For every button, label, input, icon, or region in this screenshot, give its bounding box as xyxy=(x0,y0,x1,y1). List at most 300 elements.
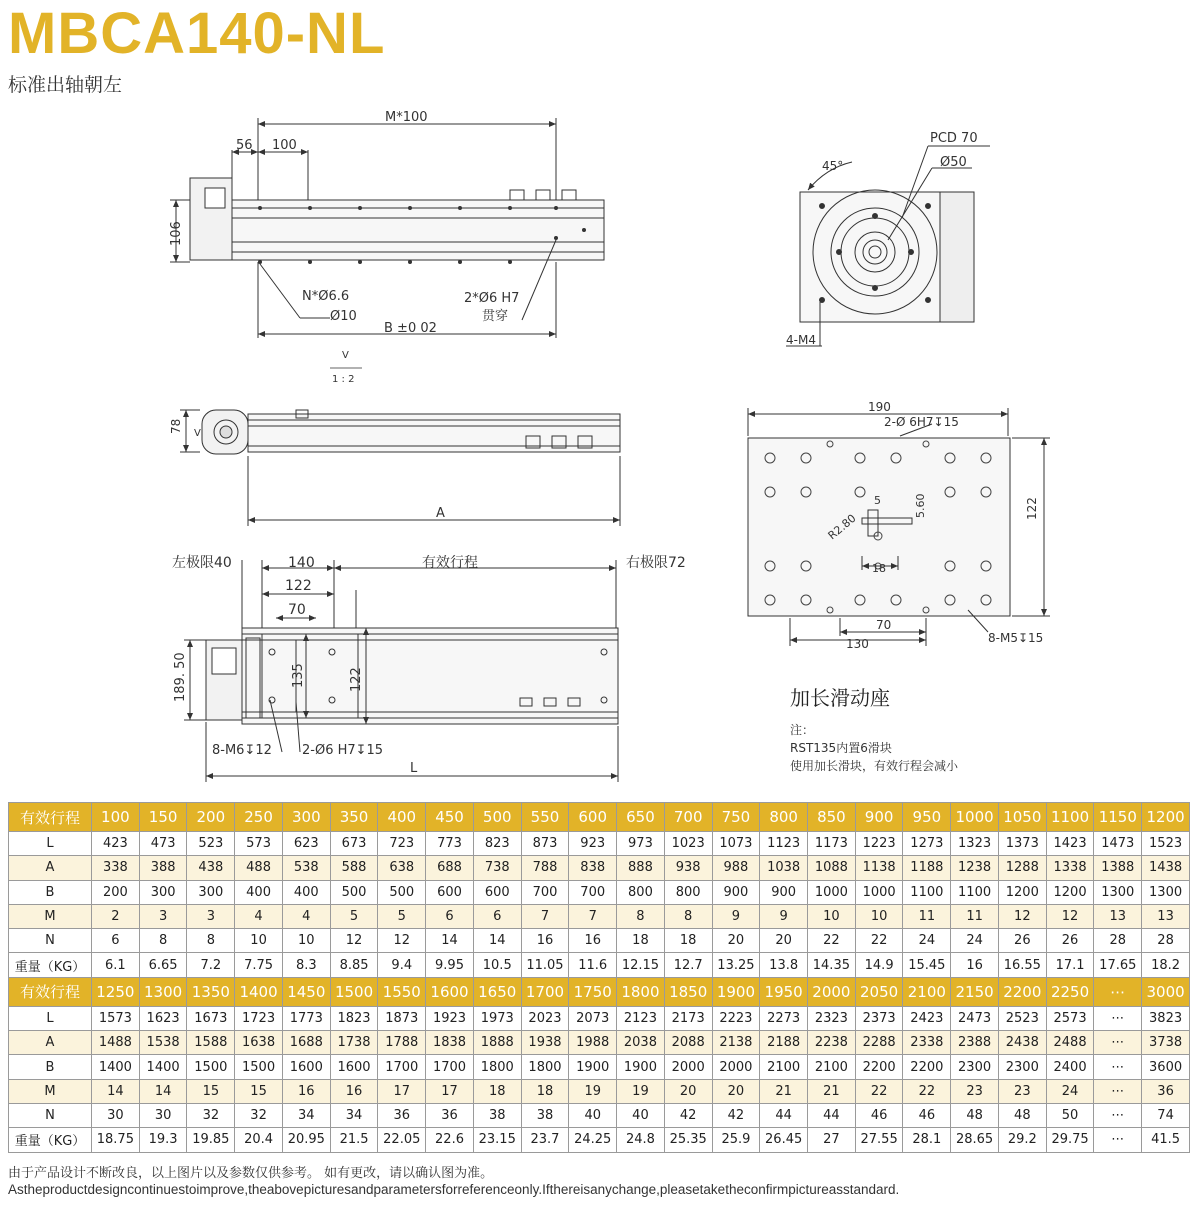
table-cell: 8.85 xyxy=(330,953,378,977)
table-cell: 24.25 xyxy=(569,1128,617,1152)
notes-label: 注： xyxy=(790,723,815,737)
stroke-header-cell: 100 xyxy=(92,803,140,832)
table-cell: 38 xyxy=(473,1103,521,1127)
table-cell: 2 xyxy=(92,904,140,928)
table-cell: 23.15 xyxy=(473,1128,521,1152)
table-cell: 34 xyxy=(282,1103,330,1127)
table-cell: 300 xyxy=(187,880,235,904)
stroke-header-cell: 900 xyxy=(855,803,903,832)
table-cell: 17 xyxy=(426,1079,474,1103)
table-cell: 10 xyxy=(235,929,283,953)
table-cell: 2100 xyxy=(808,1055,856,1079)
table-cell: ⋯ xyxy=(1094,1103,1142,1127)
table-cell: 1723 xyxy=(235,1006,283,1030)
table-cell: 538 xyxy=(282,856,330,880)
table-cell: 15.45 xyxy=(903,953,951,977)
table-cell: 6 xyxy=(92,929,140,953)
table-cell: 32 xyxy=(235,1103,283,1127)
table-cell: 30 xyxy=(139,1103,187,1127)
row-label: L xyxy=(9,832,92,856)
row-label: B xyxy=(9,1055,92,1079)
table-cell: 36 xyxy=(1142,1079,1190,1103)
table-cell: 15 xyxy=(187,1079,235,1103)
table-cell: 923 xyxy=(569,832,617,856)
table-cell: 21 xyxy=(808,1079,856,1103)
stroke-header-cell: 1100 xyxy=(1046,803,1094,832)
table-cell: 2373 xyxy=(855,1006,903,1030)
row-label: M xyxy=(9,904,92,928)
table-cell: 14.35 xyxy=(808,953,856,977)
table-cell: 2400 xyxy=(1046,1055,1094,1079)
stroke-header-cell: 950 xyxy=(903,803,951,832)
table-cell: 1500 xyxy=(235,1055,283,1079)
bottom-dim-122: 122 xyxy=(285,578,312,594)
hole-pin-note: 贯穿 xyxy=(482,309,509,324)
table-cell: 1688 xyxy=(282,1031,330,1055)
table-cell: ⋯ xyxy=(1094,1128,1142,1152)
table-cell: 22 xyxy=(855,1079,903,1103)
table-cell: 700 xyxy=(521,880,569,904)
table-cell: 638 xyxy=(378,856,426,880)
table-cell: 17.1 xyxy=(1046,953,1094,977)
table-cell: 1038 xyxy=(760,856,808,880)
table-cell: 2388 xyxy=(951,1031,999,1055)
table-cell: 7 xyxy=(569,904,617,928)
table-cell: 8 xyxy=(664,904,712,928)
table-cell: 10 xyxy=(282,929,330,953)
table-cell: 10 xyxy=(808,904,856,928)
table-cell: 2000 xyxy=(712,1055,760,1079)
table-cell: 3 xyxy=(187,904,235,928)
table-cell: 13.25 xyxy=(712,953,760,977)
table-cell: 673 xyxy=(330,832,378,856)
slider-dim-122: 122 xyxy=(1025,497,1039,520)
hole-pin-spec: 2*Ø6 H7 xyxy=(464,291,520,306)
table-cell: 400 xyxy=(235,880,283,904)
stroke-header-cell: 600 xyxy=(569,803,617,832)
dim-78: 78 xyxy=(169,418,183,434)
table-cell: 7 xyxy=(521,904,569,928)
stroke-header-label: 有效行程 xyxy=(9,977,92,1006)
stroke-header-cell: 250 xyxy=(235,803,283,832)
stroke-header-cell: 1250 xyxy=(92,977,140,1006)
table-cell: 1800 xyxy=(473,1055,521,1079)
table-cell: 6 xyxy=(426,904,474,928)
table-cell: 14.9 xyxy=(855,953,903,977)
stroke-header-cell: 2150 xyxy=(951,977,999,1006)
table-cell: 1288 xyxy=(998,856,1046,880)
stroke-header-cell: 2200 xyxy=(998,977,1046,1006)
table-cell: 50 xyxy=(1046,1103,1094,1127)
table-cell: 2023 xyxy=(521,1006,569,1030)
table-cell: 1400 xyxy=(139,1055,187,1079)
table-cell: 30 xyxy=(92,1103,140,1127)
stroke-header-cell: 500 xyxy=(473,803,521,832)
table-cell: ⋯ xyxy=(1094,1031,1142,1055)
slider-dim-18: 18 xyxy=(872,562,886,575)
view-v-label: V xyxy=(342,350,349,361)
table-cell: 25.9 xyxy=(712,1128,760,1152)
table-cell: 24.8 xyxy=(617,1128,665,1152)
notes-block xyxy=(790,682,958,775)
table-row xyxy=(9,1006,1190,1030)
side-view xyxy=(180,410,620,526)
table-cell: 1938 xyxy=(521,1031,569,1055)
stroke-header-row xyxy=(9,977,1190,1006)
table-cell: 3 xyxy=(139,904,187,928)
stroke-header-cell: 1900 xyxy=(712,977,760,1006)
table-cell: 700 xyxy=(569,880,617,904)
table-cell: 7.2 xyxy=(187,953,235,977)
table-cell: 18 xyxy=(664,929,712,953)
stroke-header-cell: 2050 xyxy=(855,977,903,1006)
table-cell: 3600 xyxy=(1142,1055,1190,1079)
stroke-header-label: 有效行程 xyxy=(9,803,92,832)
stroke-header-cell: 1650 xyxy=(473,977,521,1006)
row-label: N xyxy=(9,929,92,953)
dim-m100: M*100 xyxy=(385,110,428,125)
table-cell: 14 xyxy=(426,929,474,953)
table-cell: 19 xyxy=(569,1079,617,1103)
stroke-header-cell: 1350 xyxy=(187,977,235,1006)
table-cell: 838 xyxy=(569,856,617,880)
table-cell: 1973 xyxy=(473,1006,521,1030)
table-cell: 29.75 xyxy=(1046,1128,1094,1152)
table-cell: 2223 xyxy=(712,1006,760,1030)
table-cell: 2123 xyxy=(617,1006,665,1030)
table-cell: 14 xyxy=(92,1079,140,1103)
bottom-dim-l: L xyxy=(410,761,418,776)
table-cell: 20 xyxy=(760,929,808,953)
table-cell: 48 xyxy=(951,1103,999,1127)
bottom-tap-holes: 8-M6↧12 xyxy=(212,743,272,758)
table-cell: 1100 xyxy=(903,880,951,904)
flange-angle: 45° xyxy=(822,159,844,173)
slider-dim-130: 130 xyxy=(846,637,869,651)
row-label: A xyxy=(9,856,92,880)
table-cell: 2238 xyxy=(808,1031,856,1055)
stroke-header-cell: 2250 xyxy=(1046,977,1094,1006)
table-cell: 19 xyxy=(617,1079,665,1103)
table-cell: 22 xyxy=(808,929,856,953)
table-cell: 24 xyxy=(951,929,999,953)
table-cell: 888 xyxy=(617,856,665,880)
table-cell: 12.7 xyxy=(664,953,712,977)
table-cell: 2488 xyxy=(1046,1031,1094,1055)
table-cell: 36 xyxy=(426,1103,474,1127)
slider-dim-5: 5 xyxy=(874,494,881,507)
table-cell: 1873 xyxy=(378,1006,426,1030)
table-row xyxy=(9,832,1190,856)
stroke-header-cell: 400 xyxy=(378,803,426,832)
table-cell: 1423 xyxy=(1046,832,1094,856)
table-cell: 40 xyxy=(617,1103,665,1127)
spec-table xyxy=(8,802,1190,1153)
slider-dim-190: 190 xyxy=(868,400,891,414)
table-cell: 22.6 xyxy=(426,1128,474,1152)
table-cell: 10.5 xyxy=(473,953,521,977)
table-cell: 18 xyxy=(473,1079,521,1103)
bottom-dim-140: 140 xyxy=(288,555,315,571)
table-cell: 12 xyxy=(998,904,1046,928)
slider-plate xyxy=(748,438,1010,616)
table-cell: ⋯ xyxy=(1094,1079,1142,1103)
table-cell: 11.6 xyxy=(569,953,617,977)
stroke-header-cell: 2100 xyxy=(903,977,951,1006)
table-cell: 2573 xyxy=(1046,1006,1094,1030)
table-cell: 5 xyxy=(378,904,426,928)
table-cell: 623 xyxy=(282,832,330,856)
table-cell: 8.3 xyxy=(282,953,330,977)
slider-tap: 8-M5↧15 xyxy=(988,631,1044,645)
table-cell: 738 xyxy=(473,856,521,880)
table-cell: 48 xyxy=(998,1103,1046,1127)
table-cell: 1538 xyxy=(139,1031,187,1055)
table-cell: 2173 xyxy=(664,1006,712,1030)
table-cell: 1200 xyxy=(1046,880,1094,904)
table-cell: 2300 xyxy=(998,1055,1046,1079)
table-cell: 22 xyxy=(903,1079,951,1103)
table-cell: 23 xyxy=(951,1079,999,1103)
table-cell: ⋯ xyxy=(1094,1055,1142,1079)
table-cell: 1600 xyxy=(282,1055,330,1079)
stroke-header-cell: 700 xyxy=(664,803,712,832)
table-cell: 2038 xyxy=(617,1031,665,1055)
table-cell: 2423 xyxy=(903,1006,951,1030)
table-cell: 800 xyxy=(664,880,712,904)
table-cell: 28 xyxy=(1094,929,1142,953)
stroke-header-cell: 1150 xyxy=(1094,803,1142,832)
table-cell: 3823 xyxy=(1142,1006,1190,1030)
table-cell: 1600 xyxy=(330,1055,378,1079)
table-cell: 1823 xyxy=(330,1006,378,1030)
flange-view xyxy=(786,146,990,346)
table-cell: 28 xyxy=(1142,929,1190,953)
table-row xyxy=(9,1055,1190,1079)
table-cell: 2200 xyxy=(855,1055,903,1079)
top-rail-body xyxy=(232,200,604,260)
row-label: N xyxy=(9,1103,92,1127)
table-cell: 23.7 xyxy=(521,1128,569,1152)
table-cell: 1800 xyxy=(521,1055,569,1079)
table-cell: 2438 xyxy=(998,1031,1046,1055)
stroke-header-cell: 1200 xyxy=(1142,803,1190,832)
table-cell: 723 xyxy=(378,832,426,856)
table-cell: 46 xyxy=(855,1103,903,1127)
table-cell: 44 xyxy=(808,1103,856,1127)
table-cell: 523 xyxy=(187,832,235,856)
stroke-header-cell: 2000 xyxy=(808,977,856,1006)
view-scale: 1 : 2 xyxy=(332,374,355,385)
table-cell: 16 xyxy=(521,929,569,953)
table-cell: 22.05 xyxy=(378,1128,426,1152)
table-cell: 600 xyxy=(473,880,521,904)
table-cell: 20 xyxy=(712,929,760,953)
table-row xyxy=(9,1079,1190,1103)
table-cell: 900 xyxy=(760,880,808,904)
stroke-header-cell: 1450 xyxy=(282,977,330,1006)
table-cell: 2323 xyxy=(808,1006,856,1030)
table-cell: 1900 xyxy=(569,1055,617,1079)
stroke-header-cell: 200 xyxy=(187,803,235,832)
table-cell: 13 xyxy=(1094,904,1142,928)
stroke-header-cell: 1700 xyxy=(521,977,569,1006)
stroke-header-cell: 1800 xyxy=(617,977,665,1006)
table-cell: 11 xyxy=(951,904,999,928)
table-cell: 2300 xyxy=(951,1055,999,1079)
table-cell: 29.2 xyxy=(998,1128,1046,1152)
table-cell: 16 xyxy=(951,953,999,977)
table-cell: 44 xyxy=(760,1103,808,1127)
table-cell: 11.05 xyxy=(521,953,569,977)
table-cell: 9.95 xyxy=(426,953,474,977)
dim-100: 100 xyxy=(272,138,297,153)
table-cell: 17.65 xyxy=(1094,953,1142,977)
table-cell: 14 xyxy=(473,929,521,953)
table-cell: 18.2 xyxy=(1142,953,1190,977)
table-cell: 488 xyxy=(235,856,283,880)
table-cell: 27 xyxy=(808,1128,856,1152)
flange-bore: Ø50 xyxy=(940,155,967,170)
table-cell: 4 xyxy=(282,904,330,928)
table-cell: ⋯ xyxy=(1094,1006,1142,1030)
table-cell: 7.75 xyxy=(235,953,283,977)
stroke-header-cell: 550 xyxy=(521,803,569,832)
table-cell: 473 xyxy=(139,832,187,856)
table-cell: 1323 xyxy=(951,832,999,856)
table-cell: 9 xyxy=(760,904,808,928)
table-cell: 8 xyxy=(617,904,665,928)
hole-spec-n: N*Ø6.6 xyxy=(302,289,350,304)
stroke-header-cell: 150 xyxy=(139,803,187,832)
table-cell: 1388 xyxy=(1094,856,1142,880)
table-cell: 900 xyxy=(712,880,760,904)
table-cell: 1888 xyxy=(473,1031,521,1055)
table-cell: 20.4 xyxy=(235,1128,283,1152)
table-cell: 12 xyxy=(378,929,426,953)
stroke-header-cell: 1400 xyxy=(235,977,283,1006)
table-cell: 1273 xyxy=(903,832,951,856)
table-cell: 40 xyxy=(569,1103,617,1127)
table-cell: 1488 xyxy=(92,1031,140,1055)
table-cell: 1673 xyxy=(187,1006,235,1030)
table-cell: 688 xyxy=(426,856,474,880)
row-label: B xyxy=(9,880,92,904)
table-row xyxy=(9,1128,1190,1152)
table-cell: 1988 xyxy=(569,1031,617,1055)
table-cell: 3738 xyxy=(1142,1031,1190,1055)
table-cell: 2138 xyxy=(712,1031,760,1055)
table-cell: 2288 xyxy=(855,1031,903,1055)
table-cell: 21 xyxy=(760,1079,808,1103)
table-row xyxy=(9,1103,1190,1127)
table-cell: 14 xyxy=(139,1079,187,1103)
stroke-header-cell: 3000 xyxy=(1142,977,1190,1006)
table-cell: 1188 xyxy=(903,856,951,880)
product-subtitle: 标准出轴朝左 xyxy=(8,74,123,96)
stroke-header-cell: 1000 xyxy=(951,803,999,832)
table-cell: 788 xyxy=(521,856,569,880)
table-cell: 9 xyxy=(712,904,760,928)
table-cell: 23 xyxy=(998,1079,1046,1103)
table-cell: 74 xyxy=(1142,1103,1190,1127)
table-cell: 10 xyxy=(855,904,903,928)
slider-view xyxy=(748,408,1050,646)
table-row xyxy=(9,1031,1190,1055)
bottom-dim-70: 70 xyxy=(288,602,306,618)
table-cell: 17 xyxy=(378,1079,426,1103)
table-cell: 1088 xyxy=(808,856,856,880)
stroke-header-cell: 1300 xyxy=(139,977,187,1006)
table-cell: 2473 xyxy=(951,1006,999,1030)
table-cell: 1138 xyxy=(855,856,903,880)
table-cell: 1200 xyxy=(998,880,1046,904)
stroke-header-cell: ⋯ xyxy=(1094,977,1142,1006)
table-cell: 5 xyxy=(330,904,378,928)
row-label: M xyxy=(9,1079,92,1103)
table-cell: 500 xyxy=(330,880,378,904)
stroke-header-cell: 300 xyxy=(282,803,330,832)
table-cell: 6 xyxy=(473,904,521,928)
stroke-header-cell: 1600 xyxy=(426,977,474,1006)
table-cell: 2188 xyxy=(760,1031,808,1055)
table-cell: 26.45 xyxy=(760,1128,808,1152)
table-cell: 13.8 xyxy=(760,953,808,977)
table-cell: 1023 xyxy=(664,832,712,856)
table-cell: 1000 xyxy=(808,880,856,904)
table-cell: 1373 xyxy=(998,832,1046,856)
table-cell: 1000 xyxy=(855,880,903,904)
slider-dim-70: 70 xyxy=(876,618,892,632)
row-label: 重量（KG） xyxy=(9,953,92,977)
table-cell: 28.1 xyxy=(903,1128,951,1152)
table-cell: 1588 xyxy=(187,1031,235,1055)
table-cell: 2523 xyxy=(998,1006,1046,1030)
stroke-header-cell: 800 xyxy=(760,803,808,832)
table-cell: 438 xyxy=(187,856,235,880)
table-cell: 2000 xyxy=(664,1055,712,1079)
table-cell: 27.55 xyxy=(855,1128,903,1152)
stroke-header-cell: 450 xyxy=(426,803,474,832)
table-cell: 38 xyxy=(521,1103,569,1127)
table-cell: 19.3 xyxy=(139,1128,187,1152)
flange-tap: 4-M4 xyxy=(786,333,816,347)
notes-title: 加长滑动座 xyxy=(790,686,890,710)
table-cell: 12 xyxy=(330,929,378,953)
table-row xyxy=(9,856,1190,880)
table-cell: 300 xyxy=(139,880,187,904)
table-cell: 41.5 xyxy=(1142,1128,1190,1152)
row-label: A xyxy=(9,1031,92,1055)
table-cell: 338 xyxy=(92,856,140,880)
slider-radius: R2.80 xyxy=(825,511,859,543)
notes-line-1: RST135内置6滑块 xyxy=(790,741,892,755)
side-v-label: V xyxy=(194,428,201,439)
table-cell: 42 xyxy=(712,1103,760,1127)
table-cell: 8 xyxy=(187,929,235,953)
table-cell: 1223 xyxy=(855,832,903,856)
stroke-header-row xyxy=(9,803,1190,832)
table-cell: 9.4 xyxy=(378,953,426,977)
stroke-header-cell: 1550 xyxy=(378,977,426,1006)
table-cell: 12 xyxy=(1046,904,1094,928)
hole-counterbore: Ø10 xyxy=(330,309,357,324)
footer-cn: 由于产品设计不断改良，以上图片以及参数仅供参考。 如有更改，请以确认图为准。 xyxy=(8,1166,494,1181)
table-cell: 973 xyxy=(617,832,665,856)
notes-line-2: 使用加长滑块，有效行程会减小 xyxy=(790,759,959,773)
table-cell: 1700 xyxy=(378,1055,426,1079)
table-cell: 1923 xyxy=(426,1006,474,1030)
